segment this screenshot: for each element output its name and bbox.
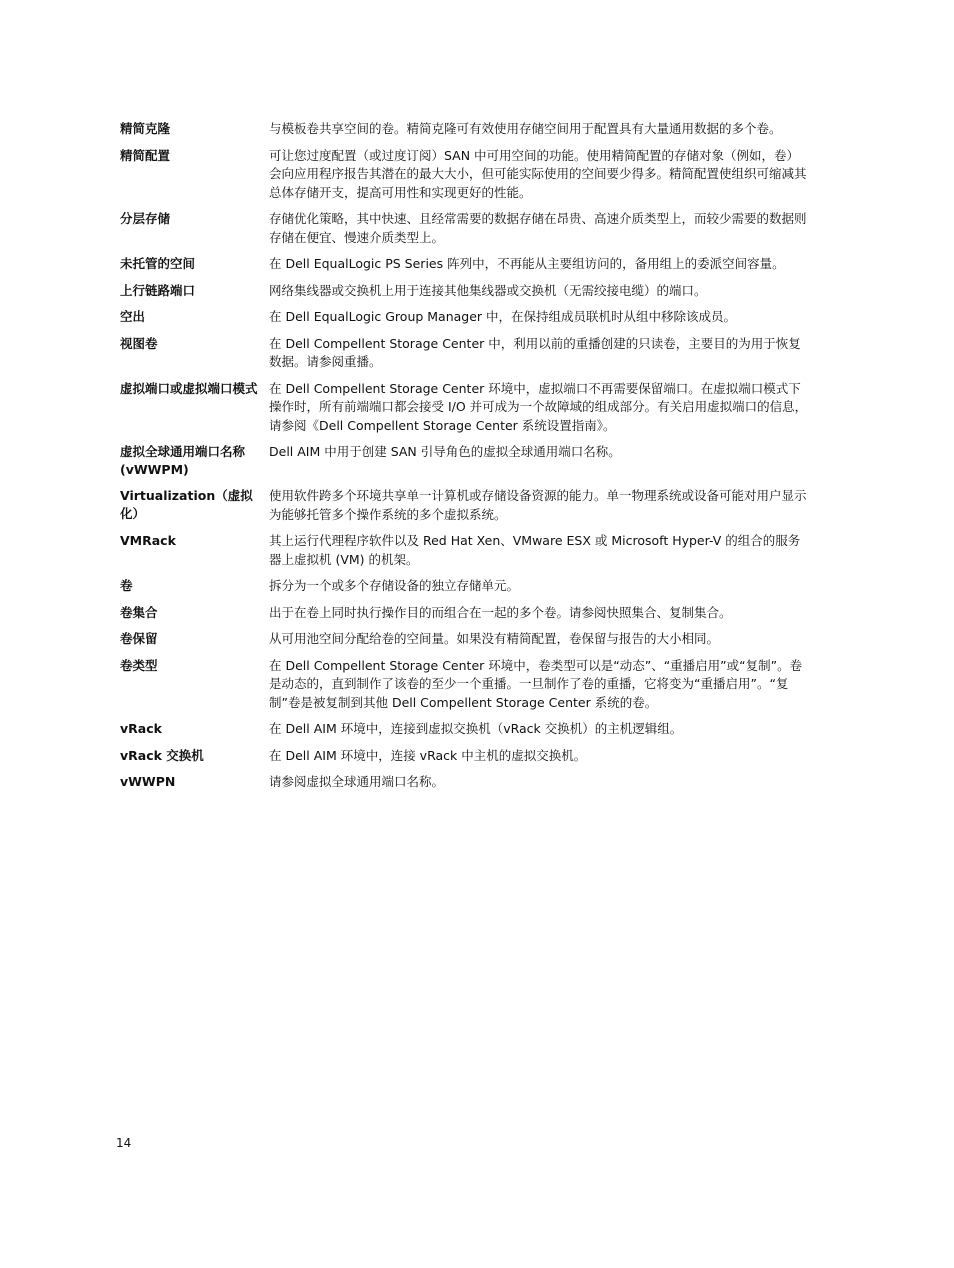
glossary-entry xyxy=(120,532,810,569)
glossary-entry xyxy=(120,657,810,713)
glossary-entry xyxy=(120,308,810,327)
page-number: 14 xyxy=(116,1136,132,1150)
glossary-term: 分层存储 xyxy=(120,211,171,226)
glossary-definition: 其上运行代理程序软件以及 Red Hat Xen、VMware ESX 或 Microsoft Hyper-V 的组合的服务器上虚拟机 (VM) 的机架。 xyxy=(269,533,801,567)
glossary-definition: 存储优化策略，其中快速、且经常需要的数据存储在昂贵、高速介质类型上，而较少需要的数据则存储在便宜、慢速介质类型上。 xyxy=(269,211,807,245)
glossary-term: VMRack xyxy=(120,533,176,548)
glossary-definition: 拆分为一个或多个存储设备的独立存储单元。 xyxy=(269,578,520,593)
glossary-definition: 出于在卷上同时执行操作目的而组合在一起的多个卷。请参阅快照集合、复制集合。 xyxy=(269,604,732,620)
glossary-definition: Dell AIM 中用于创建 SAN 引导角色的虚拟全球通用端口名称。 xyxy=(269,444,621,459)
glossary-definition: 在 Dell Compellent Storage Center 环境中，虚拟端口不再需要保留端口。在虚拟端口模式下操作时，所有前端端口都会接受 I/O 并可成为一个故障域的组成部分。有关启用虚拟端口的信息，请参阅《Dell Compellent Storage Center 系统设置指南》。 xyxy=(269,380,808,433)
glossary-entry xyxy=(120,335,810,372)
glossary-term: vWWPN xyxy=(120,774,176,789)
glossary-term: vRack 交换机 xyxy=(120,747,204,763)
glossary-term: 卷类型 xyxy=(120,657,158,673)
glossary-term: 视图卷 xyxy=(120,335,158,351)
glossary-term: 虚拟全球通用端口名称 (vWWPM) xyxy=(120,444,246,477)
glossary-entry xyxy=(120,282,810,301)
glossary-term: 虚拟端口或虚拟端口模式 xyxy=(120,380,258,396)
glossary-entry xyxy=(120,255,810,274)
glossary-definition: 在 Dell EqualLogic Group Manager 中，在保持组成员联机时从组中移除该成员。 xyxy=(269,309,737,324)
glossary-definition: 可让您过度配置（或过度订阅）SAN 中可用空间的功能。使用精简配置的存储对象（例如，卷）会向应用程序报告其潜在的最大大小，但可能实际使用的空间要少得多。精简配置使组织可缩减其总体存储开支，提高可用性和实现更好的性能。 xyxy=(269,147,807,200)
glossary-entry xyxy=(120,147,810,203)
glossary-entry xyxy=(120,380,810,436)
glossary-entry xyxy=(120,720,810,739)
glossary-term: 卷集合 xyxy=(120,604,158,620)
glossary-entry xyxy=(120,630,810,649)
glossary-term: vRack xyxy=(120,721,162,736)
glossary-definition: 网络集线器或交换机上用于连接其他集线器或交换机（无需绞接电缆）的端口。 xyxy=(269,282,707,298)
glossary-definition: 在 Dell Compellent Storage Center 中，利用以前的重播创建的只读卷，主要目的为用于恢复数据。请参阅重播。 xyxy=(269,335,801,369)
glossary-term: 未托管的空间 xyxy=(120,256,196,271)
glossary-entry xyxy=(120,747,810,766)
glossary-entry xyxy=(120,487,810,524)
glossary-definition: 在 Dell EqualLogic PS Series 阵列中，不再能从主要组访问的，备用组上的委派空间容量。 xyxy=(269,256,785,271)
glossary-definition: 使用软件跨多个环境共享单一计算机或存储设备资源的能力。单一物理系统或设备可能对用户显示为能够托管多个操作系统的多个虚拟系统。 xyxy=(269,488,807,522)
glossary-term: 精简配置 xyxy=(120,147,171,163)
glossary-term: 空出 xyxy=(120,309,146,324)
glossary xyxy=(120,120,810,800)
glossary-term: 上行链路端口 xyxy=(120,282,196,298)
glossary-definition: 在 Dell AIM 环境中，连接 vRack 中主机的虚拟交换机。 xyxy=(269,747,587,763)
glossary-definition: 从可用池空间分配给卷的空间量。如果没有精简配置，卷保留与报告的大小相同。 xyxy=(269,631,720,646)
glossary-entry xyxy=(120,773,810,792)
glossary-term: 卷 xyxy=(120,578,133,593)
glossary-entry xyxy=(120,120,810,139)
glossary-entry xyxy=(120,577,810,596)
glossary-definition: 在 Dell Compellent Storage Center 环境中，卷类型可以是“动态”、“重播启用”或“复制”。卷是动态的，直到制作了该卷的至少一个重播。一旦制作了卷的重播，它将变为“重播启用”。“复制”卷是被复制到其他 Dell Compellent Storage Center 系统的卷。 xyxy=(269,657,803,710)
glossary-term: Virtualization（虚拟化） xyxy=(120,488,253,521)
glossary-entry xyxy=(120,604,810,623)
glossary-entry xyxy=(120,443,810,479)
glossary-definition: 请参阅虚拟全球通用端口名称。 xyxy=(269,774,445,789)
glossary-term: 卷保留 xyxy=(120,631,158,646)
glossary-entry xyxy=(120,210,810,247)
glossary-definition: 在 Dell AIM 环境中，连接到虚拟交换机（vRack 交换机）的主机逻辑组。 xyxy=(269,721,683,736)
glossary-term: 精简克隆 xyxy=(120,121,171,136)
glossary-definition: 与模板卷共享空间的卷。精简克隆可有效使用存储空间用于配置具有大量通用数据的多个卷。 xyxy=(269,121,782,136)
